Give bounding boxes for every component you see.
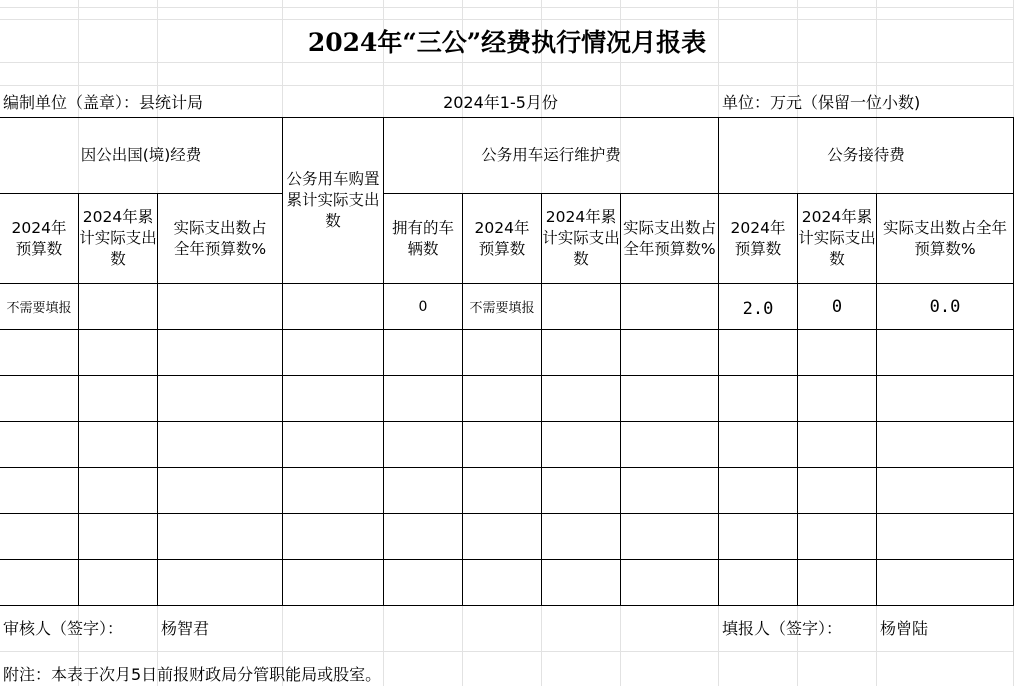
group-header-reception: 公务接待费 bbox=[827, 146, 905, 164]
col-header-reception-budget: 2024年预算数 bbox=[730, 218, 786, 258]
cell-travel-budget[interactable]: 不需要填报 bbox=[6, 301, 72, 316]
col-header-reception-actual: 2024年累计实际支出数 bbox=[798, 208, 876, 268]
group-header-travel: 因公出国(境)经费 bbox=[80, 146, 202, 164]
col-header-travel-percent: 实际支出数占全年预算数% bbox=[173, 218, 267, 258]
report-title: 2024年“三公”经费执行情况月报表 bbox=[307, 28, 707, 57]
reviewer-label: 审核人（签字）： bbox=[3, 618, 124, 638]
col-header-travel-budget: 2024年预算数 bbox=[11, 218, 67, 258]
group-header-vehicle-purchase: 公务用车购置累计实际支出数 bbox=[286, 170, 380, 230]
cell-vehicle-count[interactable]: 0 bbox=[418, 298, 428, 315]
filler-name: 杨曾陆 bbox=[880, 618, 929, 638]
reviewer-name: 杨智君 bbox=[161, 618, 210, 638]
cell-reception-budget[interactable]: 2.0 bbox=[742, 298, 774, 319]
col-header-reception-percent: 实际支出数占全年预算数% bbox=[882, 218, 1007, 258]
col-header-vehicle-count: 拥有的车辆数 bbox=[391, 218, 454, 258]
cell-reception-actual[interactable]: 0 bbox=[831, 296, 843, 317]
col-header-vehicle-percent: 实际支出数占全年预算数% bbox=[623, 218, 717, 258]
cell-reception-percent[interactable]: 0.0 bbox=[929, 296, 961, 317]
cell-vehicle-budget[interactable]: 不需要填报 bbox=[469, 301, 535, 316]
col-header-vehicle-budget: 2024年预算数 bbox=[474, 218, 530, 258]
reporting-unit: 编制单位（盖章）：县统计局 bbox=[3, 92, 204, 112]
footnote: 附注：本表于次月5日前报财政局分管职能局或股室。 bbox=[3, 664, 382, 684]
currency-unit: 单位：万元（保留一位小数) bbox=[722, 92, 921, 112]
col-header-vehicle-actual: 2024年累计实际支出数 bbox=[542, 208, 620, 268]
col-header-travel-actual: 2024年累计实际支出数 bbox=[79, 208, 157, 268]
filler-label: 填报人（签字）： bbox=[722, 618, 843, 638]
group-header-vehicle-maintenance: 公务用车运行维护费 bbox=[481, 146, 621, 164]
report-period: 2024年1-5月份 bbox=[443, 92, 558, 112]
